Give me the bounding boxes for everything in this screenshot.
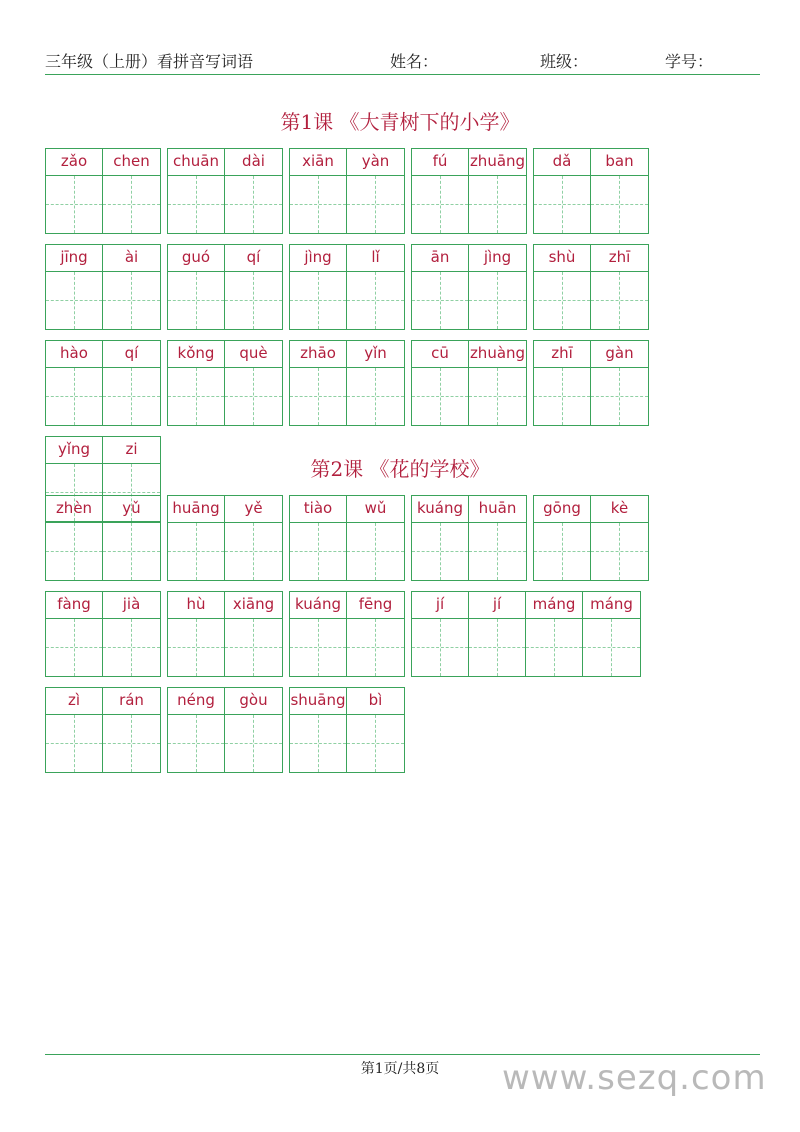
pinyin-label: ān: [412, 245, 468, 272]
writing-square[interactable]: [225, 619, 282, 676]
character-cell[interactable]: [168, 592, 225, 676]
pinyin-label: huāng: [168, 496, 224, 523]
word-box: [167, 495, 283, 581]
pinyin-label: yǔ: [103, 496, 160, 523]
word-box: [411, 148, 527, 234]
character-cell[interactable]: [168, 496, 225, 580]
pinyin-label: zhāo: [290, 341, 346, 368]
word-box: [45, 591, 161, 677]
pinyin-label: shuāng: [290, 688, 346, 715]
word-box: [167, 591, 283, 677]
writing-square[interactable]: [290, 715, 346, 772]
character-cell[interactable]: [534, 149, 591, 233]
pinyin-label: yě: [225, 496, 282, 523]
character-cell[interactable]: [412, 245, 469, 329]
pinyin-label: qí: [225, 245, 282, 272]
pinyin-label: què: [225, 341, 282, 368]
character-cell[interactable]: [347, 149, 404, 233]
character-cell[interactable]: [290, 592, 347, 676]
character-cell[interactable]: [412, 592, 469, 676]
pinyin-label: jià: [103, 592, 160, 619]
pinyin-label: gōng: [534, 496, 590, 523]
character-cell[interactable]: [591, 341, 648, 425]
writing-square[interactable]: [168, 619, 224, 676]
character-cell[interactable]: [168, 149, 225, 233]
pinyin-label: yǐn: [347, 341, 404, 368]
writing-square[interactable]: [534, 272, 590, 329]
character-cell[interactable]: [290, 688, 347, 772]
pinyin-label: zhī: [534, 341, 590, 368]
word-box: [45, 495, 161, 581]
character-cell[interactable]: [347, 496, 404, 580]
writing-square[interactable]: [225, 176, 282, 233]
writing-square[interactable]: [168, 272, 224, 329]
pinyin-label: fēng: [347, 592, 404, 619]
writing-square[interactable]: [46, 619, 102, 676]
character-cell[interactable]: [103, 341, 160, 425]
pinyin-label: ban: [591, 149, 648, 176]
writing-square[interactable]: [347, 272, 404, 329]
writing-square[interactable]: [591, 272, 648, 329]
pinyin-label: jìng: [469, 245, 526, 272]
writing-square[interactable]: [412, 368, 468, 425]
pinyin-label: fàng: [46, 592, 102, 619]
writing-square[interactable]: [469, 523, 526, 580]
pinyin-label: bì: [347, 688, 404, 715]
pinyin-label: yàn: [347, 149, 404, 176]
word-box: [289, 591, 405, 677]
character-cell[interactable]: [534, 245, 591, 329]
pinyin-label: kè: [591, 496, 648, 523]
character-cell[interactable]: [103, 592, 160, 676]
writing-square[interactable]: [168, 176, 224, 233]
character-cell[interactable]: [225, 341, 282, 425]
pinyin-label: guó: [168, 245, 224, 272]
name-label: 姓名：: [390, 52, 439, 71]
character-cell[interactable]: [469, 149, 526, 233]
writing-square[interactable]: [103, 715, 160, 772]
pinyin-label: zǎo: [46, 149, 102, 176]
page-header: [45, 46, 760, 75]
writing-square[interactable]: [347, 176, 404, 233]
writing-square[interactable]: [225, 272, 282, 329]
character-cell[interactable]: [225, 149, 282, 233]
writing-square[interactable]: [103, 523, 160, 580]
writing-square[interactable]: [591, 523, 648, 580]
character-cell[interactable]: [46, 592, 103, 676]
character-cell[interactable]: [469, 496, 526, 580]
writing-square[interactable]: [347, 619, 404, 676]
writing-square[interactable]: [225, 368, 282, 425]
writing-square[interactable]: [168, 368, 224, 425]
pinyin-label: xiān: [290, 149, 346, 176]
character-cell[interactable]: [46, 341, 103, 425]
pinyin-label: huān: [469, 496, 526, 523]
character-cell[interactable]: [290, 245, 347, 329]
word-box: [289, 244, 405, 330]
writing-square[interactable]: [103, 176, 160, 233]
word-box: [533, 148, 649, 234]
writing-square[interactable]: [534, 523, 590, 580]
writing-square[interactable]: [469, 619, 525, 676]
character-cell[interactable]: [103, 245, 160, 329]
pinyin-label: hù: [168, 592, 224, 619]
word-box: [167, 340, 283, 426]
lesson-title: 第2课 《花的学校》: [310, 457, 490, 481]
character-cell[interactable]: [290, 496, 347, 580]
character-cell[interactable]: [225, 245, 282, 329]
pinyin-label: chuān: [168, 149, 224, 176]
character-cell[interactable]: [526, 592, 583, 676]
pinyin-label: dài: [225, 149, 282, 176]
word-box: [411, 340, 527, 426]
word-box: [45, 687, 161, 773]
lesson-title: 第1课 《大青树下的小学》: [280, 110, 520, 134]
watermark: www.sezq.com: [502, 1058, 767, 1098]
pinyin-label: hào: [46, 341, 102, 368]
class-label: 班级：: [540, 52, 589, 71]
word-box: [289, 148, 405, 234]
writing-square[interactable]: [412, 272, 468, 329]
writing-square[interactable]: [526, 619, 582, 676]
writing-square[interactable]: [46, 368, 102, 425]
pinyin-label: rán: [103, 688, 160, 715]
word-box: [289, 687, 405, 773]
pinyin-label: ài: [103, 245, 160, 272]
character-cell[interactable]: [591, 245, 648, 329]
character-cell[interactable]: [583, 592, 640, 676]
writing-square[interactable]: [583, 619, 640, 676]
word-box: [45, 340, 161, 426]
character-cell[interactable]: [347, 592, 404, 676]
writing-square[interactable]: [103, 368, 160, 425]
writing-square[interactable]: [412, 523, 468, 580]
pinyin-label: zì: [46, 688, 102, 715]
worksheet-title: 三年级（上册）看拼音写词语: [45, 52, 254, 71]
pinyin-label: chen: [103, 149, 160, 176]
writing-square[interactable]: [46, 272, 102, 329]
pinyin-label: shù: [534, 245, 590, 272]
pinyin-label: yǐng: [46, 437, 102, 464]
pinyin-label: wǔ: [347, 496, 404, 523]
writing-square[interactable]: [46, 176, 102, 233]
character-cell[interactable]: [469, 245, 526, 329]
writing-square[interactable]: [469, 272, 526, 329]
character-cell[interactable]: [46, 688, 103, 772]
character-cell[interactable]: [46, 496, 103, 580]
character-cell[interactable]: [347, 688, 404, 772]
pinyin-label: zi: [103, 437, 160, 464]
word-box: [289, 495, 405, 581]
writing-square[interactable]: [103, 272, 160, 329]
word-box: [533, 244, 649, 330]
word-box: [167, 244, 283, 330]
pinyin-label: tiào: [290, 496, 346, 523]
character-cell[interactable]: [225, 496, 282, 580]
word-box: [411, 591, 641, 677]
pinyin-label: jí: [469, 592, 525, 619]
word-box: [289, 340, 405, 426]
writing-square[interactable]: [168, 523, 224, 580]
pinyin-label: qí: [103, 341, 160, 368]
writing-square[interactable]: [168, 715, 224, 772]
writing-square[interactable]: [534, 176, 590, 233]
writing-square[interactable]: [290, 619, 346, 676]
word-box: [45, 148, 161, 234]
writing-square[interactable]: [412, 619, 468, 676]
pinyin-label: fú: [412, 149, 468, 176]
character-cell[interactable]: [469, 341, 526, 425]
pinyin-label: jīng: [46, 245, 102, 272]
pinyin-label: zhèn: [46, 496, 102, 523]
character-cell[interactable]: [469, 592, 526, 676]
pinyin-label: dǎ: [534, 149, 590, 176]
writing-square[interactable]: [46, 523, 102, 580]
pinyin-label: kuáng: [290, 592, 346, 619]
character-cell[interactable]: [412, 496, 469, 580]
character-cell[interactable]: [103, 149, 160, 233]
character-cell[interactable]: [168, 245, 225, 329]
writing-square[interactable]: [225, 523, 282, 580]
writing-square[interactable]: [347, 715, 404, 772]
character-cell[interactable]: [168, 688, 225, 772]
writing-square[interactable]: [290, 272, 346, 329]
pinyin-label: gòu: [225, 688, 282, 715]
writing-square[interactable]: [347, 368, 404, 425]
pinyin-label: gàn: [591, 341, 648, 368]
character-cell[interactable]: [412, 341, 469, 425]
character-cell[interactable]: [591, 496, 648, 580]
writing-square[interactable]: [290, 368, 346, 425]
writing-square[interactable]: [591, 368, 648, 425]
word-box: [167, 148, 283, 234]
writing-square[interactable]: [347, 523, 404, 580]
word-box: [533, 495, 649, 581]
character-cell[interactable]: [46, 245, 103, 329]
character-cell[interactable]: [534, 341, 591, 425]
writing-square[interactable]: [46, 715, 102, 772]
writing-square[interactable]: [469, 368, 526, 425]
word-box: [45, 244, 161, 330]
writing-square[interactable]: [290, 176, 346, 233]
pinyin-label: máng: [526, 592, 582, 619]
writing-square[interactable]: [469, 176, 526, 233]
character-cell[interactable]: [103, 496, 160, 580]
pinyin-label: máng: [583, 592, 640, 619]
character-cell[interactable]: [412, 149, 469, 233]
pinyin-label: zhuàng: [469, 341, 526, 368]
character-cell[interactable]: [347, 245, 404, 329]
pinyin-label: kuáng: [412, 496, 468, 523]
writing-square[interactable]: [225, 715, 282, 772]
pinyin-label: jí: [412, 592, 468, 619]
pinyin-label: zhī: [591, 245, 648, 272]
character-cell[interactable]: [290, 341, 347, 425]
character-cell[interactable]: [290, 149, 347, 233]
pinyin-label: néng: [168, 688, 224, 715]
writing-square[interactable]: [591, 176, 648, 233]
character-cell[interactable]: [46, 149, 103, 233]
writing-square[interactable]: [412, 176, 468, 233]
character-cell[interactable]: [534, 496, 591, 580]
word-box: [533, 340, 649, 426]
student-number-label: 学号：: [665, 52, 714, 71]
character-cell[interactable]: [225, 688, 282, 772]
word-box: [411, 495, 527, 581]
word-box: [167, 687, 283, 773]
character-cell[interactable]: [103, 688, 160, 772]
word-box: [411, 244, 527, 330]
character-cell[interactable]: [591, 149, 648, 233]
pinyin-label: lǐ: [347, 245, 404, 272]
footer-divider: [45, 1054, 760, 1055]
pinyin-label: zhuāng: [469, 149, 526, 176]
pinyin-label: jìng: [290, 245, 346, 272]
page-number: 第1页/共8页: [360, 1061, 440, 1077]
writing-square[interactable]: [290, 523, 346, 580]
pinyin-label: cū: [412, 341, 468, 368]
character-cell[interactable]: [168, 341, 225, 425]
pinyin-label: xiāng: [225, 592, 282, 619]
character-cell[interactable]: [347, 341, 404, 425]
writing-square[interactable]: [534, 368, 590, 425]
writing-square[interactable]: [103, 619, 160, 676]
pinyin-label: kǒng: [168, 341, 224, 368]
character-cell[interactable]: [225, 592, 282, 676]
